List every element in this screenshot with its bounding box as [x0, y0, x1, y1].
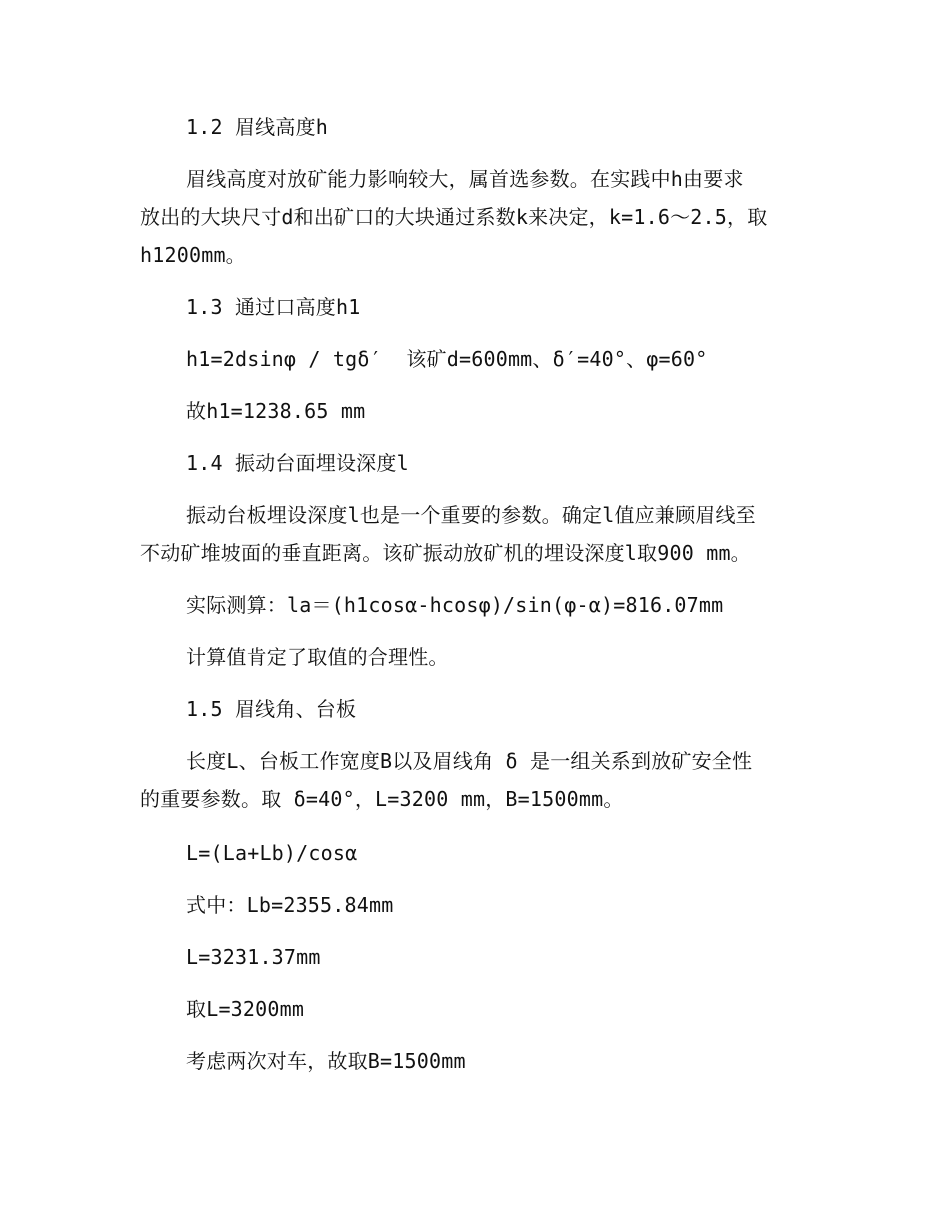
formula-line: 实际测算：la＝(h1cosα-hcosφ)/sin(φ-α)=816.07mm [186, 593, 724, 617]
result-line: 考虑两次对车，故取B=1500mm [186, 1049, 466, 1073]
paragraph-line: h1200mm。 [140, 243, 246, 267]
formula-line: 式中：Lb=2355.84mm [186, 893, 394, 917]
paragraph-line: 的重要参数。取 δ=40°，L=3200 mm，B=1500mm。 [140, 787, 624, 811]
section-heading-1-4: 1.4 振动台面埋设深度l [186, 451, 409, 475]
result-line: 取L=3200mm [186, 997, 305, 1021]
section-heading-1-5: 1.5 眉线角、台板 [186, 697, 357, 721]
section-heading-1-3: 1.3 通过口高度h1 [186, 295, 361, 319]
paragraph-line: 振动台板埋设深度l也是一个重要的参数。确定l值应兼顾眉线至 [186, 503, 756, 527]
paragraph-line: 不动矿堆坡面的垂直距离。该矿振动放矿机的埋设深度l取900 mm。 [140, 541, 751, 565]
section-heading-1-2: 1.2 眉线高度h [186, 115, 329, 139]
formula-line: L=3231.37mm [186, 945, 321, 969]
paragraph-line: 眉线高度对放矿能力影响较大，属首选参数。在实践中h由要求 [186, 167, 744, 191]
paragraph-line: 放出的大块尺寸d和出矿口的大块通过系数k来决定，k=1.6～2.5，取 [140, 205, 768, 229]
formula-line: L=(La+Lb)/cosα [186, 841, 358, 865]
result-line: 故h1=1238.65 mm [186, 399, 366, 423]
paragraph-line: 计算值肯定了取值的合理性。 [186, 645, 449, 669]
paragraph-line: 长度L、台板工作宽度B以及眉线角 δ 是一组关系到放矿安全性 [186, 749, 753, 773]
formula-line: h1=2dsinφ / tgδ′ 该矿d=600mm、δ′=40°、φ=60° [186, 347, 708, 371]
